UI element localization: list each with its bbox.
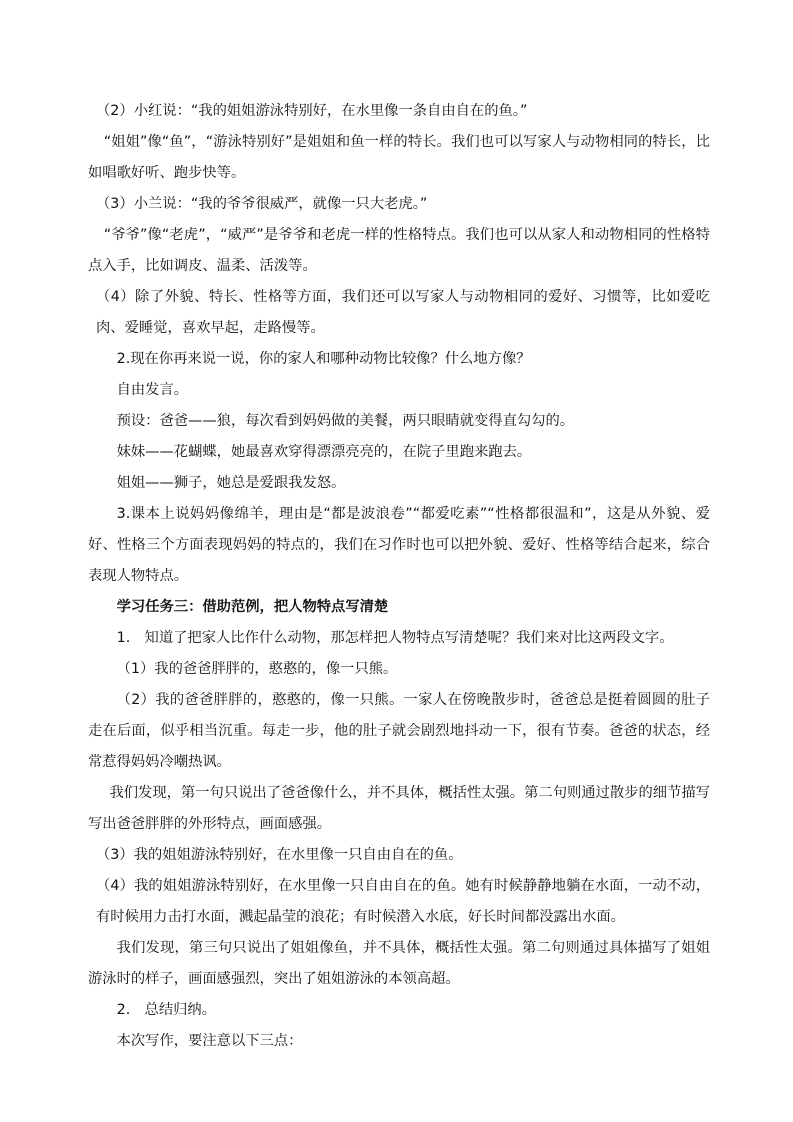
paragraph-summary-intro: 本次写作，要注意以下三点：	[116, 1033, 303, 1049]
section-heading-task-3: 学习任务三：借助范例，把人物特点写清楚	[116, 599, 389, 615]
paragraph-father-long: （2）我的爸爸胖胖的，憨憨的，像一只熊。一家人在傍晚散步时，爸爸总是挺着圆圆的肚子走在后面，似乎相当沉重。每走一步，他的肚子就会剧烈地抖动一下，很有节奏。爸爸的状态，经常惹得妈妈冷嘲热讽。	[88, 692, 710, 770]
paragraph-task3-intro: 1. 知道了把家人比作什么动物，那怎样把人物特点写清楚呢？我们来对比这两段文字。	[116, 630, 674, 646]
paragraph-preset-sister: 妹妹——花蝴蝶，她最喜欢穿得漂漂亮亮的，在院子里跑来跑去。	[116, 444, 532, 460]
paragraph-sister-long: （4）我的姐姐游泳特别好，在水里像一只自由自在的鱼。她有时候静静地躺在水面，一动不动，有时候用力击打水面，溅起晶莹的浪花；有时候潜入水底，好长时间都没露出水面。	[96, 878, 710, 925]
paragraph-sister-analysis: 我们发现，第三句只说出了姐姐像鱼，并不具体，概括性太强。第二句则通过具体描写了姐姐游泳时的样子，画面感强烈，突出了姐姐游泳的本领高超。	[88, 940, 710, 987]
paragraph-example-3: （3）小兰说：“我的爷爷很威严，就像一只大老虎。”	[96, 196, 428, 212]
paragraph-question-3: 3.课本上说妈妈像绵羊，理由是“都是波浪卷”“都爱吃素”“性格都很温和”，这是从外貌、爱好、性格三个方面表现妈妈的特点的，我们在习作时也可以把外貌、爱好、性格等结合起来，综合表现人物特点。	[88, 506, 710, 584]
paragraph-example-2: （2）小红说：“我的姐姐游泳特别好，在水里像一条自由自在的鱼。”	[96, 103, 528, 119]
paragraph-preset-father: 预设：爸爸——狼，每次看到妈妈做的美餐，两只眼睛就变得直勾勾的。	[116, 413, 575, 429]
paragraph-example-2-analysis: “姐姐”像“鱼”，“游泳特别好”是姐姐和鱼一样的特长。我们也可以写家人与动物相同的特长，比如唱歌好听、跑步快等。	[88, 134, 710, 181]
paragraph-example-4: （4）除了外貌、特长、性格等方面，我们还可以写家人与动物相同的爱好、习惯等，比如爱吃肉、爱睡觉，喜欢早起，走路慢等。	[96, 289, 710, 336]
paragraph-preset-elder-sister: 姐姐——狮子，她总是爱跟我发怒。	[116, 475, 346, 491]
paragraph-free-speech: 自由发言。	[116, 382, 189, 398]
paragraph-question-2: 2.现在你再来说一说，你的家人和哪种动物比较像？什么地方像？	[116, 351, 531, 367]
paragraph-example-3-analysis: “爷爷”像“老虎”，“威严”是爷爷和老虎一样的性格特点。我们也可以从家人和动物相同的性格特点入手，比如调皮、温柔、活泼等。	[88, 227, 710, 274]
paragraph-summary-heading: 2. 总结归纳。	[116, 1002, 217, 1018]
document-page	[88, 96, 710, 1057]
paragraph-father-analysis: 我们发现，第一句只说出了爸爸像什么，并不具体，概括性太强。第二句则通过散步的细节描写写出爸爸胖胖的外形特点，画面感强。	[88, 785, 710, 832]
paragraph-father-short: （1）我的爸爸胖胖的，憨憨的，像一只熊。	[116, 661, 398, 677]
paragraph-sister-short: （3）我的姐姐游泳特别好，在水里像一只自由自在的鱼。	[96, 847, 463, 863]
